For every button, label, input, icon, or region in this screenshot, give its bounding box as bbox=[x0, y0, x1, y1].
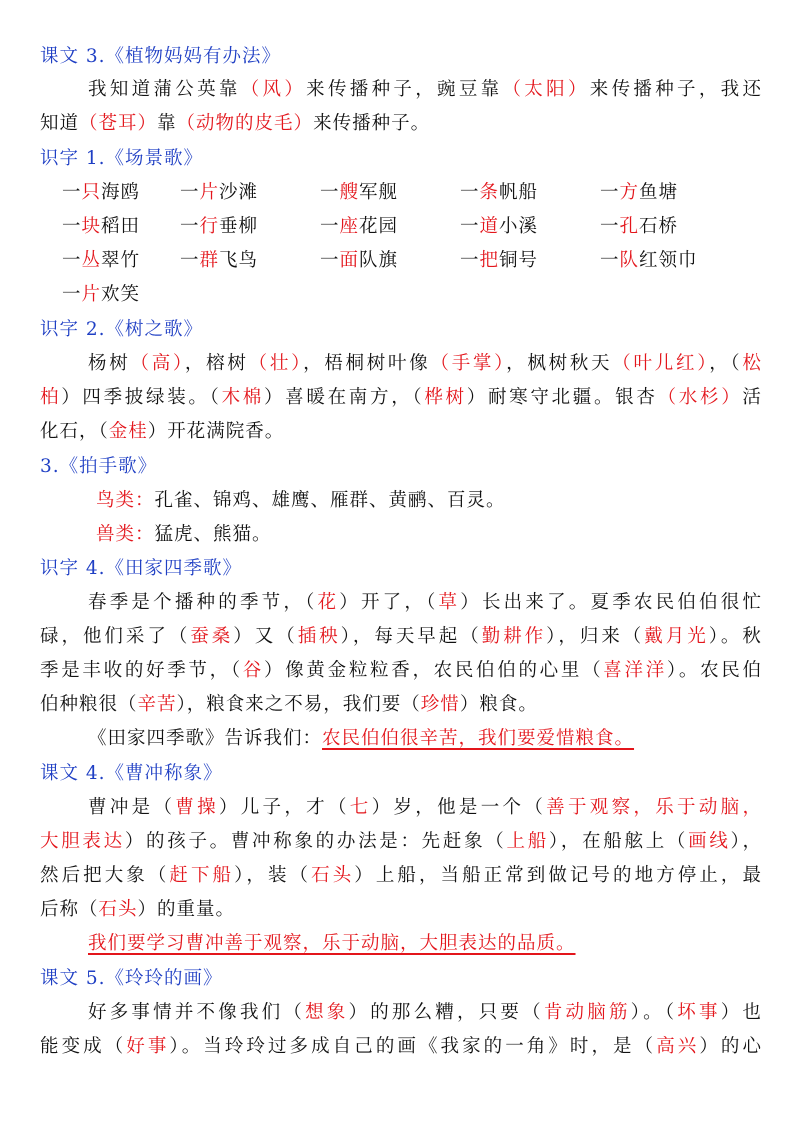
measure-word-item: 一方鱼塘 bbox=[600, 182, 679, 203]
measure-word-item: 一片沙滩 bbox=[180, 182, 259, 203]
measure-word-row bbox=[62, 210, 742, 244]
measure-word-item: 一队红领巾 bbox=[600, 250, 698, 271]
seasons-line1: 春季是个播种的季节，（花）开了，（草）长出来了。夏季农民伯伯很忙 bbox=[88, 592, 762, 613]
heading-clapping-song: 3.《拍手歌》 bbox=[40, 456, 158, 477]
measure-word-row bbox=[62, 176, 742, 210]
measure-word-row bbox=[62, 278, 742, 312]
caochong-line3: 然后把大象（赶下船），装（石头）上船，当船正常到做记号的地方停止，最 bbox=[40, 865, 762, 886]
measure-word-item: 一艘军舰 bbox=[320, 182, 399, 203]
caochong-line2: 大胆表达）的孩子。曹冲称象的办法是：先赶象（上船），在船舷上（画线）， bbox=[40, 831, 762, 852]
heading-literacy1: 识字 1.《场景歌》 bbox=[40, 148, 204, 169]
lesson3-line2: 知道（苍耳）靠（动物的皮毛）来传播种子。 bbox=[40, 113, 431, 134]
seasons-summary: 《田家四季歌》告诉我们：农民伯伯很辛苦，我们要爱惜粮食。 bbox=[88, 728, 635, 749]
seasons-line3: 季是丰收的好季节，（谷）像黄金粒粒香，农民伯伯的心里（喜洋洋）。农民伯 bbox=[40, 660, 762, 681]
birds-line: 鸟类：孔雀、锦鸡、雄鹰、雁群、黄鹂、百灵。 bbox=[96, 490, 506, 511]
measure-word-item: 一座花园 bbox=[320, 216, 399, 237]
heading-lesson3: 课文 3.《植物妈妈有办法》 bbox=[40, 46, 282, 67]
lesson3-line1: 我知道蒲公英靠（风）来传播种子，豌豆靠（太阳）来传播种子，我还 bbox=[88, 79, 762, 100]
heading-lesson5: 课文 5.《玲玲的画》 bbox=[40, 968, 223, 989]
measure-word-item: 一块稻田 bbox=[62, 216, 141, 237]
measure-word-item: 一条帆船 bbox=[460, 182, 539, 203]
measure-word-item: 一只海鸥 bbox=[62, 182, 141, 203]
measure-word-item: 一片欢笑 bbox=[62, 284, 141, 305]
measure-word-item: 一丛翠竹 bbox=[62, 250, 141, 271]
caochong-line4: 后称（石头）的重量。 bbox=[40, 899, 236, 920]
measure-word-item: 一孔石桥 bbox=[600, 216, 679, 237]
heading-lesson4: 课文 4.《曹冲称象》 bbox=[40, 763, 223, 784]
measure-word-row bbox=[62, 244, 742, 278]
seasons-line2: 碌，他们采了（蚕桑）又（插秧），每天早起（勤耕作），归来（戴月光）。秋 bbox=[40, 626, 762, 647]
lingling-line2: 能变成（好事）。当玲玲过多成自己的画《我家的一角》时，是（高兴）的心 bbox=[40, 1036, 762, 1057]
measure-word-item: 一面队旗 bbox=[320, 250, 399, 271]
measure-word-item: 一群飞鸟 bbox=[180, 250, 259, 271]
measure-word-item: 一把铜号 bbox=[460, 250, 539, 271]
caochong-lesson: 我们要学习曹冲善于观察，乐于动脑，大胆表达的品质。 bbox=[88, 933, 576, 954]
trees-line3: 化石，（金桂）开花满院香。 bbox=[40, 421, 285, 442]
measure-word-item: 一行垂柳 bbox=[180, 216, 259, 237]
trees-line2: 柏）四季披绿装。（木棉）喜暖在南方，（桦树）耐寒守北疆。银杏（水杉）活 bbox=[40, 387, 762, 408]
seasons-line4: 伯种粮很（辛苦），粮食来之不易，我们要（珍惜）粮食。 bbox=[40, 694, 538, 715]
beasts-line: 兽类：猛虎、熊猫。 bbox=[96, 524, 272, 545]
trees-line1: 杨树（高），榕树（壮），梧桐树叶像（手掌），枫树秋天（叶儿红），（松 bbox=[88, 353, 762, 374]
heading-literacy4: 识字 4.《田家四季歌》 bbox=[40, 558, 243, 579]
heading-literacy2: 识字 2.《树之歌》 bbox=[40, 319, 204, 340]
measure-word-item: 一道小溪 bbox=[460, 216, 539, 237]
lingling-line1: 好多事情并不像我们（想象）的那么糟，只要（肯动脑筋）。（坏事）也 bbox=[88, 1002, 762, 1023]
caochong-line1: 曹冲是（曹操）儿子，才（七）岁，他是一个（善于观察，乐于动脑， bbox=[88, 797, 762, 818]
